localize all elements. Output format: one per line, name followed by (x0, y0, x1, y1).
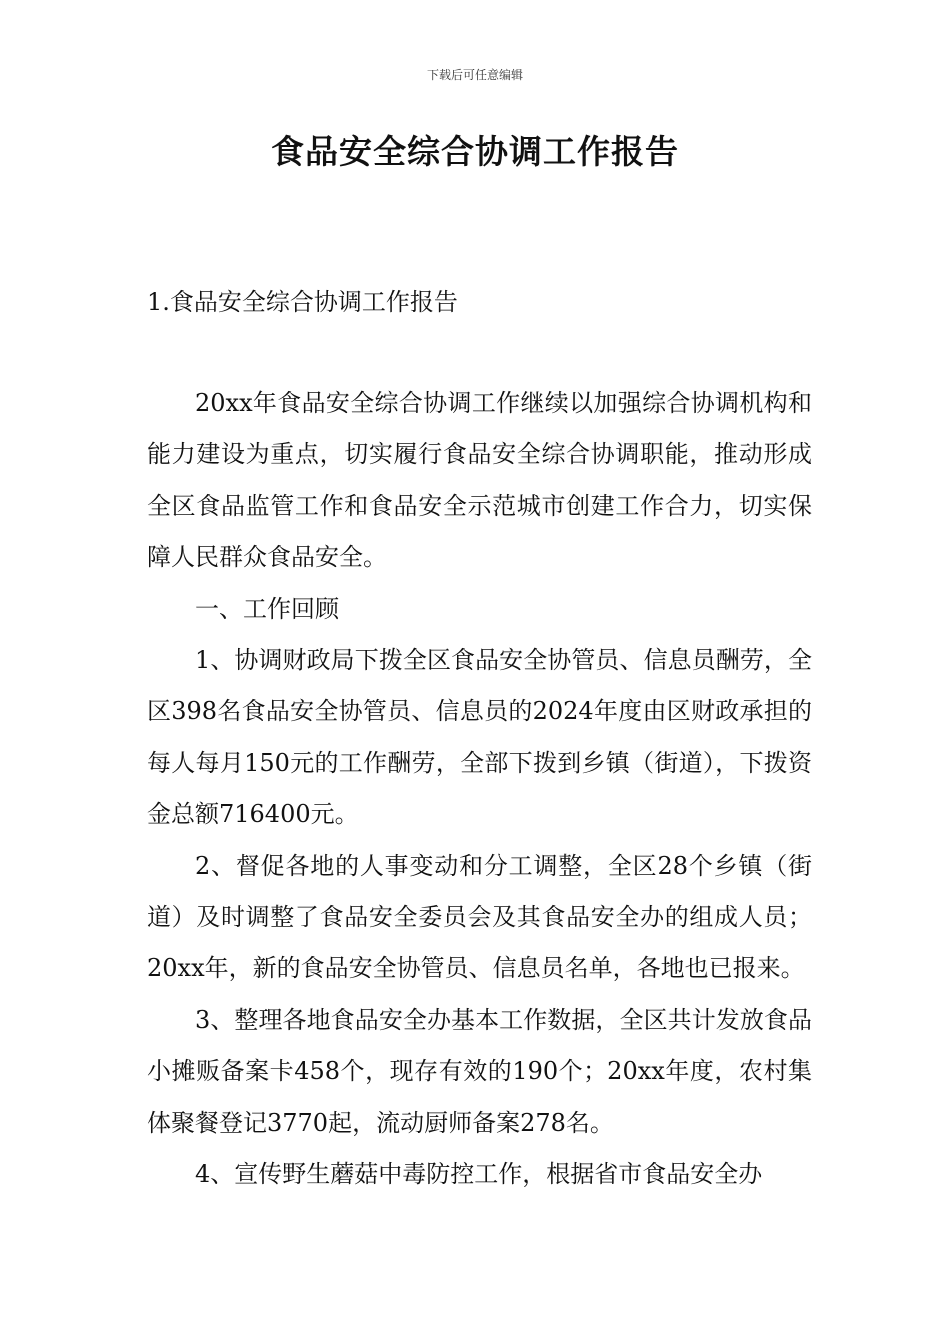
paragraph-review-heading: 一、工作回顾 (195, 594, 339, 623)
paragraph-item-3: 3、整理各地食品安全办基本工作数据，全区共计发放食品小摊贩备案卡458个，现存有效的190个；20xx年度，农村集体聚餐登记3770起，流动厨师备案278名。 (147, 1005, 812, 1137)
section-heading: 1.食品安全综合协调工作报告 (147, 288, 458, 316)
paragraph-intro: 20xx年食品安全综合协调工作继续以加强综合协调机构和能力建设为重点，切实履行食品安全综合协调职能，推动形成全区食品监管工作和食品安全示范城市创建工作合力，切实保障人民群众食品安全。 (147, 389, 812, 572)
document-title: 食品安全综合协调工作报告 (271, 132, 679, 171)
paragraph-item-4: 4、宣传野生蘑菇中毒防控工作，根据省市食品安全办 (195, 1160, 763, 1189)
paragraph-item-2: 2、督促各地的人事变动和分工调整，全区28个乡镇（街道）及时调整了食品安全委员会及其食品安全办的组成人员；20xx年，新的食品安全协管员、信息员名单，各地也已报来。 (147, 851, 812, 983)
paragraph-item-1: 1、协调财政局下拨全区食品安全协管员、信息员酬劳，全区398名食品安全协管员、信息员的2024年度由区财政承担的每人每月150元的工作酬劳，全部下拨到乡镇（街道），下拨资金总额716400元。 (147, 646, 812, 829)
header-note: 下载后可任意编辑 (426, 68, 523, 82)
body-text (147, 378, 812, 1201)
